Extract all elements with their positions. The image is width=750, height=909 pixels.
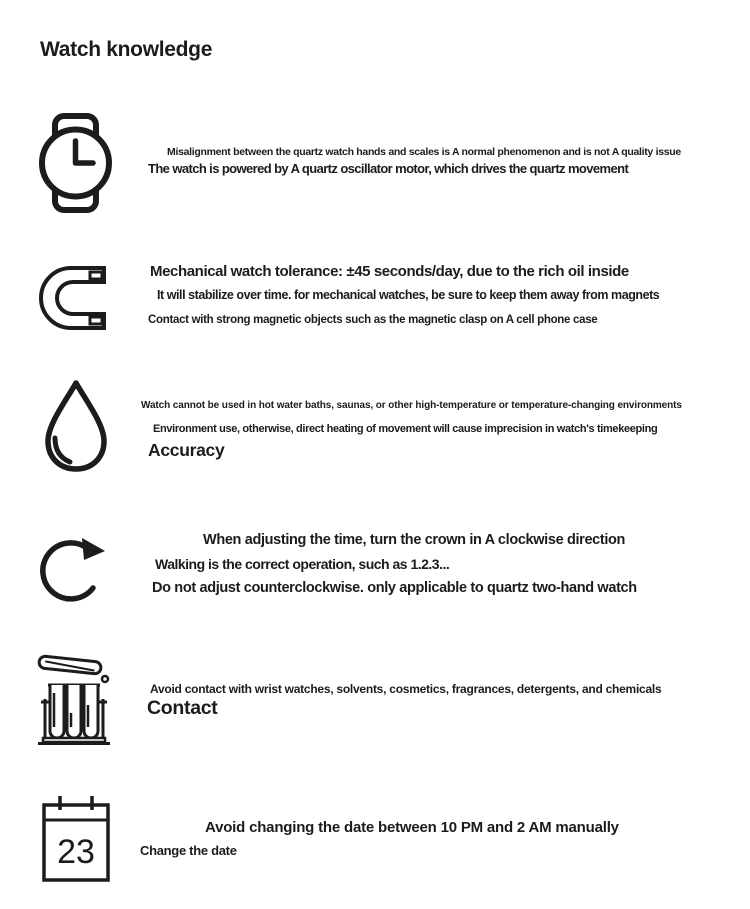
note-line: It will stabilize over time. for mechanical watches, be sure to keep them away from magnets [157,288,660,302]
section-quartz-movement [0,113,750,223]
note-line: Do not adjust counterclockwise. only applicable to quartz two-hand watch [152,580,637,596]
note-line: Watch cannot be used in hot water baths, saunas, or other high-temperature or temperature-changing environments [141,400,682,411]
section-title-contact: Contact [147,697,218,719]
note-line: Avoid changing the date between 10 PM and 2 AM manually [205,819,619,836]
note-line: Environment use, otherwise, direct heating of movement will cause imprecision in watch's timekeeping [153,423,658,435]
watch-icon [38,113,113,213]
section-change-date [0,795,750,890]
note-line: The watch is powered by A quartz oscillator motor, which drives the quartz movement [148,161,629,176]
note-line: Change the date [140,843,237,858]
section-title-accuracy: Accuracy [148,440,225,460]
calendar-day: 23 [57,833,95,871]
section-magnetism [0,262,750,342]
test-tubes-icon [35,649,113,746]
section-contact [0,648,750,748]
note-line: Misalignment between the quartz watch hands and scales is A normal phenomenon and is not A quality issue [167,146,681,158]
note-line: When adjusting the time, turn the crown in A clockwise direction [203,532,626,548]
water-drop-icon [40,378,112,473]
note-line: Avoid contact with wrist watches, solvents, cosmetics, fragrances, detergents, and chemicals [150,682,662,696]
calendar-icon [40,795,112,884]
page-title: Watch knowledge [40,38,213,61]
section-accuracy [0,378,750,478]
note-line: Mechanical watch tolerance: ±45 seconds/day, due to the rich oil inside [150,263,629,280]
magnet-icon [38,263,108,331]
clockwise-arrow-icon [38,524,108,614]
note-line: Contact with strong magnetic objects such as the magnetic clasp on A cell phone case [148,314,598,326]
note-line: Walking is the correct operation, such as 1.2.3... [155,556,450,572]
section-crown-adjustment [0,523,750,618]
